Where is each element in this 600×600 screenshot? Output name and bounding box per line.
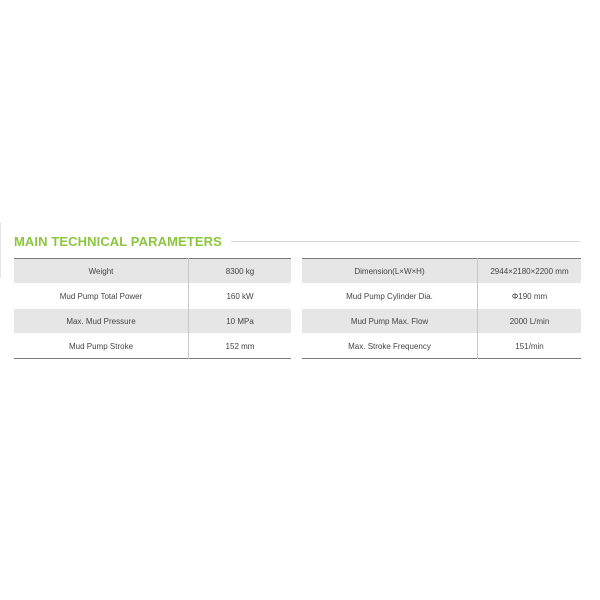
parameter-name: Weight [14,259,189,284]
parameters-table-right [302,258,581,359]
table-row [14,309,291,334]
parameter-name: Mud Pump Cylinder Dia. [302,284,478,309]
parameter-value: 151/min [478,334,582,359]
parameter-value: 160 kW [189,284,292,309]
parameter-value: Φ190 mm [478,284,582,309]
parameter-name: Max. Stroke Frequency [302,334,478,359]
table-row [302,259,581,284]
parameter-value: 10 MPa [189,309,292,334]
parameter-name: Max. Mud Pressure [14,309,189,334]
table-row [302,309,581,334]
parameter-name: Mud Pump Max. Flow [302,309,478,334]
section-header [14,232,580,250]
parameter-value: 2944×2180×2200 mm [478,259,582,284]
parameter-value: 152 mm [189,334,292,359]
parameter-name: Mud Pump Total Power [14,284,189,309]
parameter-name: Dimension(L×W×H) [302,259,478,284]
table-row [14,284,291,309]
section-title: MAIN TECHNICAL PARAMETERS [14,233,222,249]
table-row [14,259,291,284]
section-title-rule [231,241,580,242]
table-row [14,334,291,359]
parameters-table-left [14,258,291,359]
left-edge-divider [0,222,1,278]
parameter-value: 8300 kg [189,259,292,284]
table-row [302,284,581,309]
parameter-value: 2000 L/min [478,309,582,334]
parameter-name: Mud Pump Stroke [14,334,189,359]
table-row [302,334,581,359]
